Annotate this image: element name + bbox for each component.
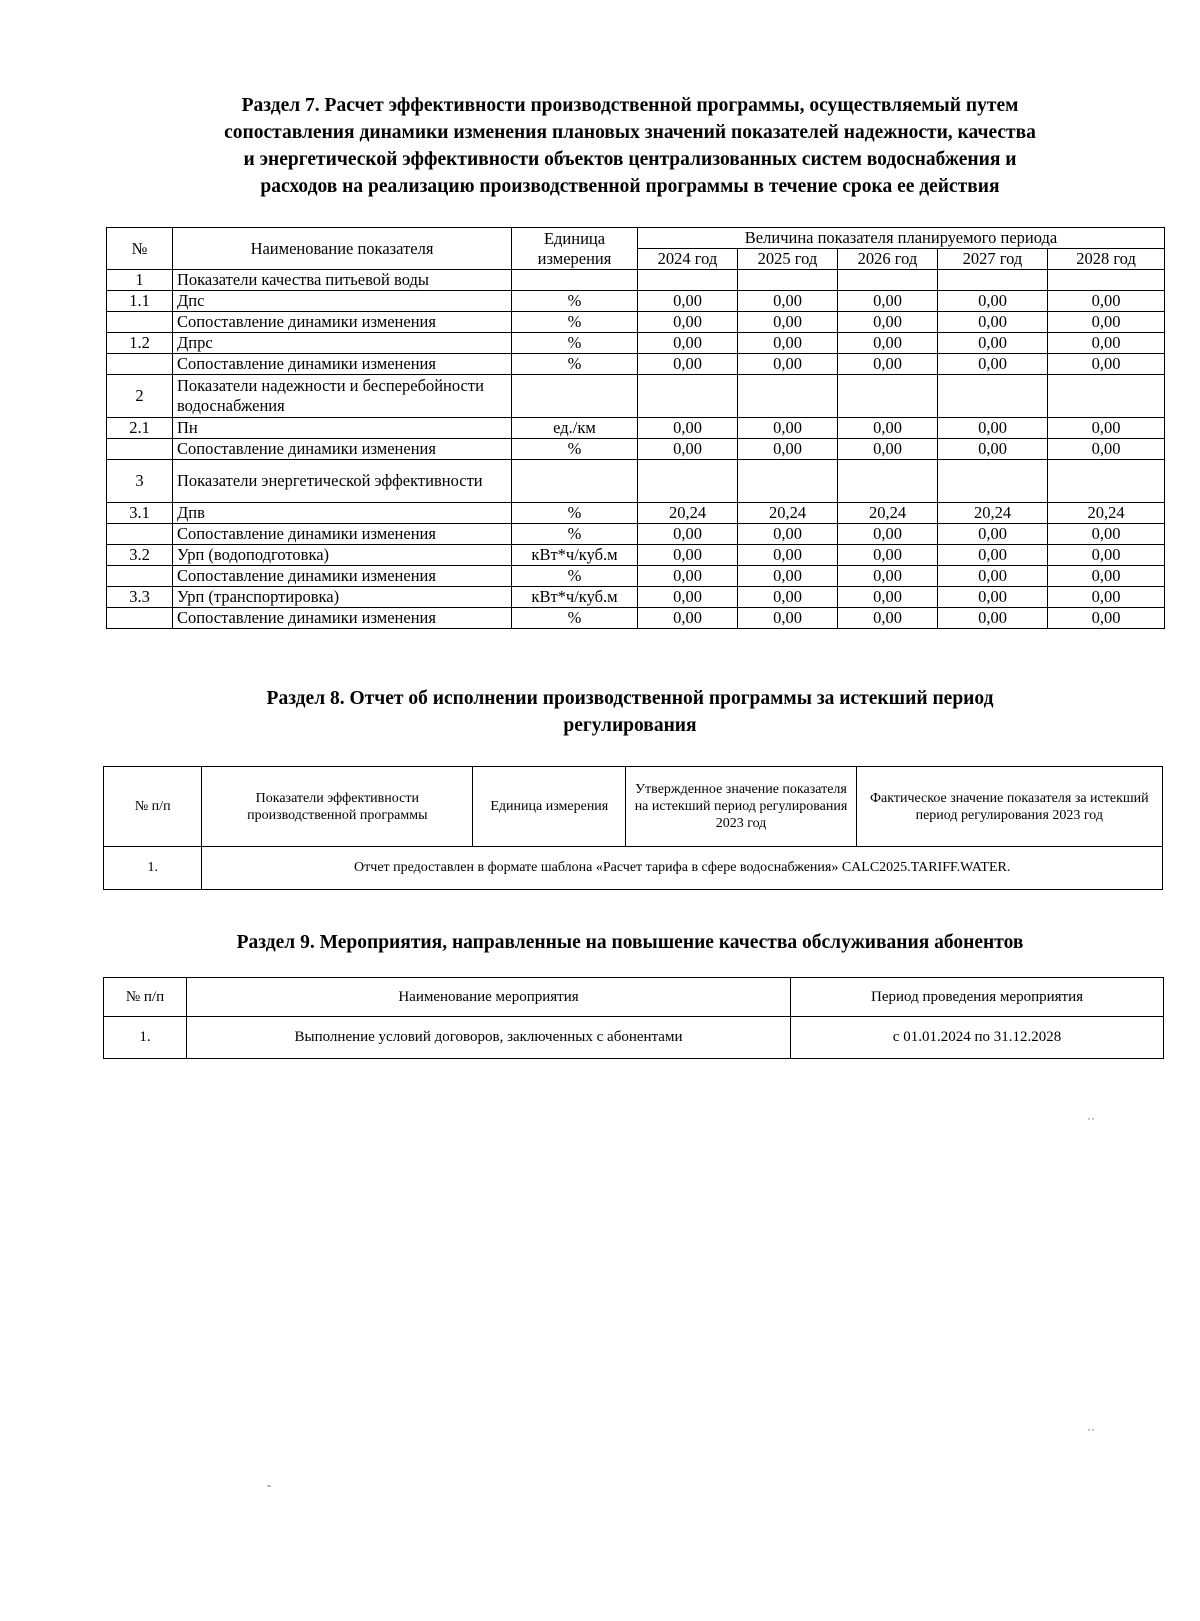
row-unit: %: [512, 503, 638, 524]
col-header-approved: Утвержденное значение показателя на истекший период регулирования 2023 год: [626, 767, 856, 847]
row-num: [107, 354, 173, 375]
row-name: Сопоставление динамики изменения: [173, 524, 512, 545]
row-unit: %: [512, 312, 638, 333]
row-value: 20,24: [838, 503, 938, 524]
report-note: Отчет предоставлен в формате шаблона «Расчет тарифа в сфере водоснабжения» CALC2025.TARIFF.WATER.: [202, 847, 1163, 890]
section7-title-line: Раздел 7. Расчет эффективности производственной программы, осуществляемый путем: [241, 95, 1019, 116]
row-value: 0,00: [838, 566, 938, 587]
row-unit: %: [512, 439, 638, 460]
row-value: 0,00: [638, 608, 738, 629]
row-value: [738, 270, 838, 291]
section9-table: [103, 977, 1164, 1059]
row-value: 20,24: [938, 503, 1048, 524]
row-num: [107, 312, 173, 333]
scan-speck: ˙˙: [1087, 1115, 1095, 1129]
row-value: [738, 460, 838, 503]
row-name: Сопоставление динамики изменения: [173, 354, 512, 375]
row-num: 3.1: [107, 503, 173, 524]
row-num: [107, 524, 173, 545]
table-row: [107, 270, 1165, 291]
row-value: 0,00: [838, 524, 938, 545]
col-header-num: №: [107, 228, 173, 270]
section7-title: [100, 92, 1160, 200]
row-value: 0,00: [838, 439, 938, 460]
table-row: [107, 460, 1165, 503]
row-value: 0,00: [738, 333, 838, 354]
col-header-actual: Фактическое значение показателя за истекший период регулирования 2023 год: [856, 767, 1162, 847]
table-row: [104, 847, 1163, 890]
row-name: Сопоставление динамики изменения: [173, 439, 512, 460]
row-unit: кВт*ч/куб.м: [512, 545, 638, 566]
row-value: 0,00: [838, 418, 938, 439]
row-unit: ед./км: [512, 418, 638, 439]
row-value: 0,00: [838, 354, 938, 375]
row-value: 0,00: [638, 291, 738, 312]
table-row: [107, 291, 1165, 312]
row-num: 1.1: [107, 291, 173, 312]
col-header-name: Наименование показателя: [173, 228, 512, 270]
activity-name: Выполнение условий договоров, заключенных с абонентами: [187, 1017, 791, 1059]
row-unit: %: [512, 608, 638, 629]
row-value: 0,00: [938, 524, 1048, 545]
col-header-year: 2024 год: [638, 249, 738, 270]
table-row: [107, 333, 1165, 354]
col-header-name: Наименование мероприятия: [187, 978, 791, 1017]
row-value: [738, 375, 838, 418]
table-row: [107, 503, 1165, 524]
row-num: [107, 608, 173, 629]
section7-title-line: сопоставления динамики изменения плановых значений показателей надежности, качества: [224, 122, 1036, 143]
row-value: 0,00: [1048, 545, 1165, 566]
row-value: 0,00: [938, 291, 1048, 312]
row-value: 0,00: [738, 566, 838, 587]
row-name: Показатели энергетической эффективности: [173, 460, 512, 503]
table-row: [104, 1017, 1164, 1059]
col-header-year: 2026 год: [838, 249, 938, 270]
col-header-period: Величина показателя планируемого периода: [638, 228, 1165, 249]
row-unit: %: [512, 291, 638, 312]
col-header-num: № п/п: [104, 978, 187, 1017]
activity-period: с 01.01.2024 по 31.12.2028: [791, 1017, 1164, 1059]
row-value: 0,00: [938, 312, 1048, 333]
row-value: 0,00: [938, 333, 1048, 354]
row-value: [638, 460, 738, 503]
row-value: 0,00: [938, 418, 1048, 439]
row-value: 0,00: [638, 354, 738, 375]
section9-title: [80, 929, 1180, 956]
section7-title-line: и энергетической эффективности объектов централизованных систем водоснабжения и: [243, 149, 1017, 170]
row-value: [838, 270, 938, 291]
row-value: 20,24: [738, 503, 838, 524]
section8-title-line: регулирования: [563, 715, 697, 736]
row-name: Сопоставление динамики изменения: [173, 312, 512, 333]
row-unit: %: [512, 524, 638, 545]
row-unit: [512, 460, 638, 503]
row-value: 0,00: [838, 333, 938, 354]
row-value: 20,24: [1048, 503, 1165, 524]
row-value: 0,00: [838, 291, 938, 312]
row-name: Дпс: [173, 291, 512, 312]
table-row: [107, 545, 1165, 566]
table-row: [107, 524, 1165, 545]
row-value: 0,00: [938, 439, 1048, 460]
row-value: 0,00: [938, 608, 1048, 629]
row-value: 0,00: [938, 354, 1048, 375]
col-header-unit: Единица измерения: [512, 228, 638, 270]
row-value: 0,00: [638, 545, 738, 566]
section9-title-line: Раздел 9. Мероприятия, направленные на повышение качества обслуживания абонентов: [236, 932, 1024, 953]
row-value: 0,00: [1048, 608, 1165, 629]
table-row: [107, 587, 1165, 608]
scan-speck: ˙˙: [1087, 1426, 1095, 1440]
row-value: 0,00: [638, 439, 738, 460]
row-value: 0,00: [938, 566, 1048, 587]
row-value: [838, 460, 938, 503]
row-value: 0,00: [738, 418, 838, 439]
row-value: 0,00: [738, 439, 838, 460]
row-unit: %: [512, 333, 638, 354]
row-num: 3: [107, 460, 173, 503]
row-name: Сопоставление динамики изменения: [173, 566, 512, 587]
row-num: 3.2: [107, 545, 173, 566]
table-row: [107, 312, 1165, 333]
row-value: 0,00: [838, 587, 938, 608]
row-unit: кВт*ч/куб.м: [512, 587, 638, 608]
row-name: Пн: [173, 418, 512, 439]
row-value: 0,00: [938, 545, 1048, 566]
row-value: [938, 460, 1048, 503]
row-value: 0,00: [638, 312, 738, 333]
row-value: [938, 375, 1048, 418]
row-value: 0,00: [738, 524, 838, 545]
row-num: [107, 566, 173, 587]
row-value: 0,00: [1048, 312, 1165, 333]
table-row: [107, 354, 1165, 375]
row-num: 1.: [104, 847, 202, 890]
col-header-year: 2028 год: [1048, 249, 1165, 270]
row-value: [638, 270, 738, 291]
row-value: 0,00: [1048, 418, 1165, 439]
section7-title-line: расходов на реализацию производственной программы в течение срока ее действия: [260, 176, 1000, 197]
row-unit: [512, 270, 638, 291]
row-value: 0,00: [1048, 333, 1165, 354]
row-name: Показатели качества питьевой воды: [173, 270, 512, 291]
section7-table-body: [107, 270, 1165, 629]
row-value: 0,00: [738, 354, 838, 375]
row-value: 0,00: [738, 587, 838, 608]
row-value: 0,00: [738, 312, 838, 333]
row-value: 0,00: [838, 312, 938, 333]
row-value: 0,00: [738, 545, 838, 566]
row-value: 0,00: [738, 608, 838, 629]
row-value: [1048, 460, 1165, 503]
row-value: [938, 270, 1048, 291]
table-row: [107, 375, 1165, 418]
row-value: 0,00: [738, 291, 838, 312]
col-header-unit: Единица измерения: [473, 767, 626, 847]
row-name: Дпрс: [173, 333, 512, 354]
section8-table: [103, 766, 1163, 890]
row-value: 0,00: [638, 333, 738, 354]
row-unit: %: [512, 354, 638, 375]
section8-title-line: Раздел 8. Отчет об исполнении производственной программы за истекший период: [266, 688, 994, 709]
row-value: [638, 375, 738, 418]
row-value: 0,00: [838, 608, 938, 629]
row-value: 20,24: [638, 503, 738, 524]
row-value: 0,00: [938, 587, 1048, 608]
table-row: [107, 418, 1165, 439]
col-header-year: 2027 год: [938, 249, 1048, 270]
row-num: 1: [107, 270, 173, 291]
row-value: 0,00: [838, 545, 938, 566]
row-value: [838, 375, 938, 418]
col-header-year: 2025 год: [738, 249, 838, 270]
row-name: Показатели надежности и бесперебойности водоснабжения: [173, 375, 512, 418]
row-name: Дпв: [173, 503, 512, 524]
row-num: 1.: [104, 1017, 187, 1059]
col-header-indicators: Показатели эффективности производственной программы: [202, 767, 473, 847]
table-row: [107, 608, 1165, 629]
row-value: 0,00: [638, 524, 738, 545]
col-header-num: № п/п: [104, 767, 202, 847]
col-header-period: Период проведения мероприятия: [791, 978, 1164, 1017]
row-num: [107, 439, 173, 460]
row-value: [1048, 270, 1165, 291]
row-name: Сопоставление динамики изменения: [173, 608, 512, 629]
row-value: 0,00: [638, 418, 738, 439]
row-num: 2: [107, 375, 173, 418]
row-unit: %: [512, 566, 638, 587]
row-value: 0,00: [638, 587, 738, 608]
row-num: 3.3: [107, 587, 173, 608]
row-value: 0,00: [1048, 354, 1165, 375]
row-value: 0,00: [1048, 566, 1165, 587]
row-unit: [512, 375, 638, 418]
table-row: [107, 439, 1165, 460]
row-value: [1048, 375, 1165, 418]
scan-speck: -: [267, 1478, 271, 1492]
row-value: 0,00: [1048, 291, 1165, 312]
section7-table: [106, 227, 1165, 629]
table-row: [107, 566, 1165, 587]
row-name: Урп (водоподготовка): [173, 545, 512, 566]
row-value: 0,00: [1048, 587, 1165, 608]
row-name: Урп (транспортировка): [173, 587, 512, 608]
row-value: 0,00: [1048, 439, 1165, 460]
row-num: 1.2: [107, 333, 173, 354]
row-value: 0,00: [1048, 524, 1165, 545]
section8-title: [100, 685, 1160, 739]
row-num: 2.1: [107, 418, 173, 439]
row-value: 0,00: [638, 566, 738, 587]
